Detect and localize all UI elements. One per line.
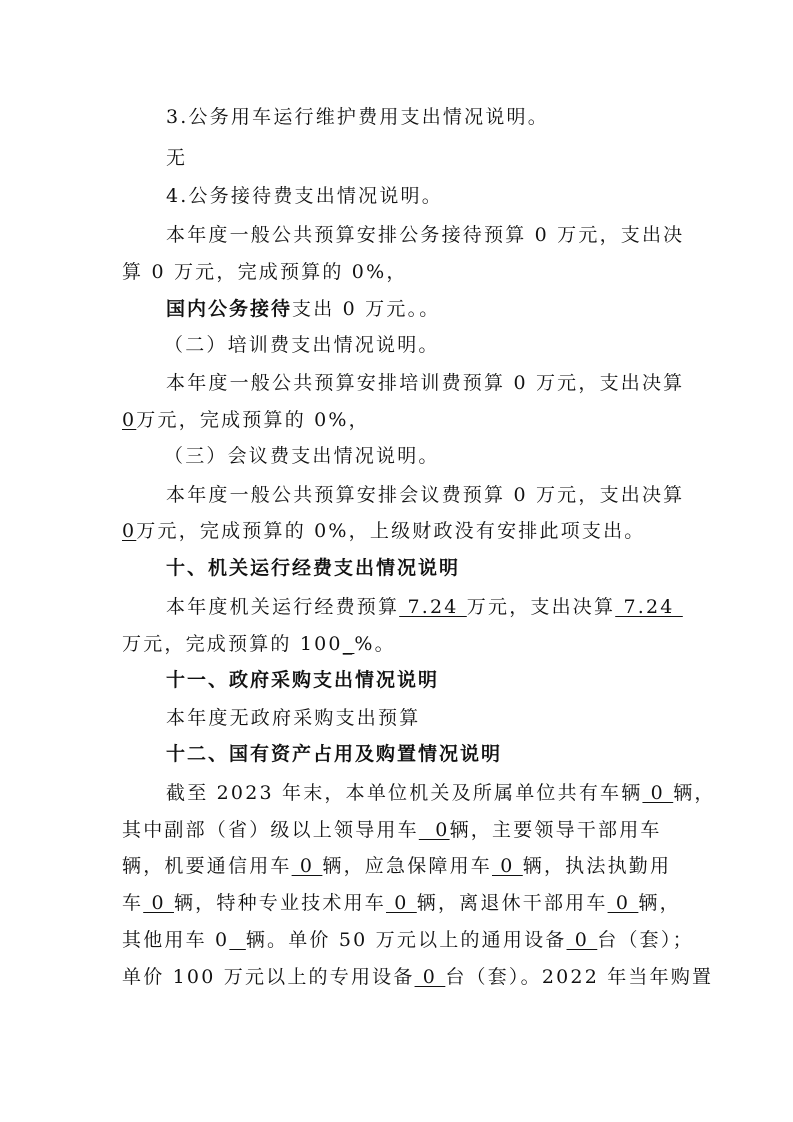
domestic-reception-line xyxy=(166,296,440,322)
assets-confidential-vehicle-count: 0 xyxy=(291,855,323,877)
paragraph-none: 无 xyxy=(166,147,188,169)
assets-special-equipment-count: 0 xyxy=(414,966,446,988)
assets-enforcement-vehicle-count: 0 xyxy=(143,892,174,914)
operation-paragraph-line-1 xyxy=(166,594,683,620)
operation-paragraph-line-2 xyxy=(122,631,396,657)
assets-leader-vehicle-count: 0 xyxy=(418,819,450,841)
assets-text: 辆，执法执勤用 xyxy=(522,855,672,877)
assets-text: 辆，机要通信用车 xyxy=(122,855,292,877)
section-heading-meeting: （三）会议费支出情况说明。 xyxy=(164,445,440,467)
assets-text: 其中副部（省）级以上领导用车 xyxy=(122,819,419,841)
domestic-reception-rest: 支出 0 万元。。 xyxy=(292,298,441,320)
meeting-paragraph-line-1: 本年度一般公共预算安排会议费预算 0 万元，支出决算 xyxy=(166,484,685,506)
operation-text-d: %。 xyxy=(354,633,396,655)
procurement-paragraph: 本年度无政府采购支出预算 xyxy=(166,707,421,729)
assets-text: 台（套）； xyxy=(597,929,694,951)
operation-text-b: 万元，支出决算 xyxy=(466,596,616,618)
assets-paragraph-line-2 xyxy=(122,817,662,843)
assets-paragraph-line-5 xyxy=(122,927,694,953)
operation-budget-value: 7.24 xyxy=(399,596,467,618)
assets-special-vehicle-count: 0 xyxy=(386,892,417,914)
reception-paragraph-line-2: 算 0 万元，完成预算的 0%， xyxy=(122,261,408,283)
assets-paragraph-line-4 xyxy=(122,890,681,916)
domestic-reception-bold: 国内公务接待 xyxy=(166,298,293,320)
operation-percent-blank: _ xyxy=(342,633,355,655)
assets-text: 辆，应急保障用车 xyxy=(322,855,492,877)
assets-paragraph-line-3 xyxy=(122,853,671,879)
assets-text: 辆，特种专业技术用车 xyxy=(173,892,386,914)
assets-text: 其他用车 0 xyxy=(122,929,230,951)
assets-other-vehicle-blank xyxy=(229,929,245,951)
assets-text: 单价 100 万元以上的专用设备 xyxy=(122,966,415,988)
training-line-2-rest: 万元，完成预算的 0%， xyxy=(136,409,370,431)
section-heading-operation: 十、机关运行经费支出情况说明 xyxy=(166,557,461,579)
assets-text: 辆。单价 50 万元以上的通用设备 xyxy=(245,929,567,951)
section-heading-procurement: 十一、政府采购支出情况说明 xyxy=(166,669,440,691)
section-heading-assets: 十二、国有资产占用及购置情况说明 xyxy=(166,743,503,765)
assets-text: 辆， xyxy=(673,782,716,804)
operation-actual-value: 7.24 xyxy=(615,596,683,618)
meeting-underlined-value: 0 xyxy=(122,520,137,542)
assets-paragraph-line-6 xyxy=(122,964,713,990)
section-heading-vehicle-maintenance: 3.公务用车运行维护费用支出情况说明。 xyxy=(166,106,549,128)
assets-general-equipment-count: 0 xyxy=(566,929,598,951)
assets-text: 截至 2023 年末，本单位机关及所属单位共有车辆 xyxy=(166,782,643,804)
meeting-paragraph-line-2 xyxy=(122,518,645,544)
section-heading-reception: 4.公务接待费支出情况说明。 xyxy=(166,185,443,207)
reception-paragraph-line-1: 本年度一般公共预算安排公务接待预算 0 万元，支出决 xyxy=(166,224,685,246)
assets-paragraph-line-1 xyxy=(166,780,716,806)
training-paragraph-line-1: 本年度一般公共预算安排培训费预算 0 万元，支出决算 xyxy=(166,372,685,394)
meeting-line-2-rest: 万元，完成预算的 0%，上级财政没有安排此项支出。 xyxy=(136,520,646,542)
assets-text: 辆，离退休干部用车 xyxy=(416,892,608,914)
assets-retired-vehicle-count: 0 xyxy=(607,892,639,914)
training-paragraph-line-2 xyxy=(122,407,370,433)
assets-vehicle-total: 0 xyxy=(642,782,674,804)
assets-text: 台（套）。2022 年当年购置 xyxy=(445,966,714,988)
operation-text-a: 本年度机关运行经费预算 xyxy=(166,596,400,618)
operation-text-c: 万元，完成预算的 100 xyxy=(122,633,343,655)
assets-text: 辆， xyxy=(638,892,681,914)
assets-text: 辆，主要领导干部用车 xyxy=(449,819,662,841)
assets-emergency-vehicle-count: 0 xyxy=(492,855,523,877)
assets-text: 车 xyxy=(122,892,144,914)
training-underlined-value: 0 xyxy=(122,409,137,431)
section-heading-training: （二）培训费支出情况说明。 xyxy=(164,334,440,356)
